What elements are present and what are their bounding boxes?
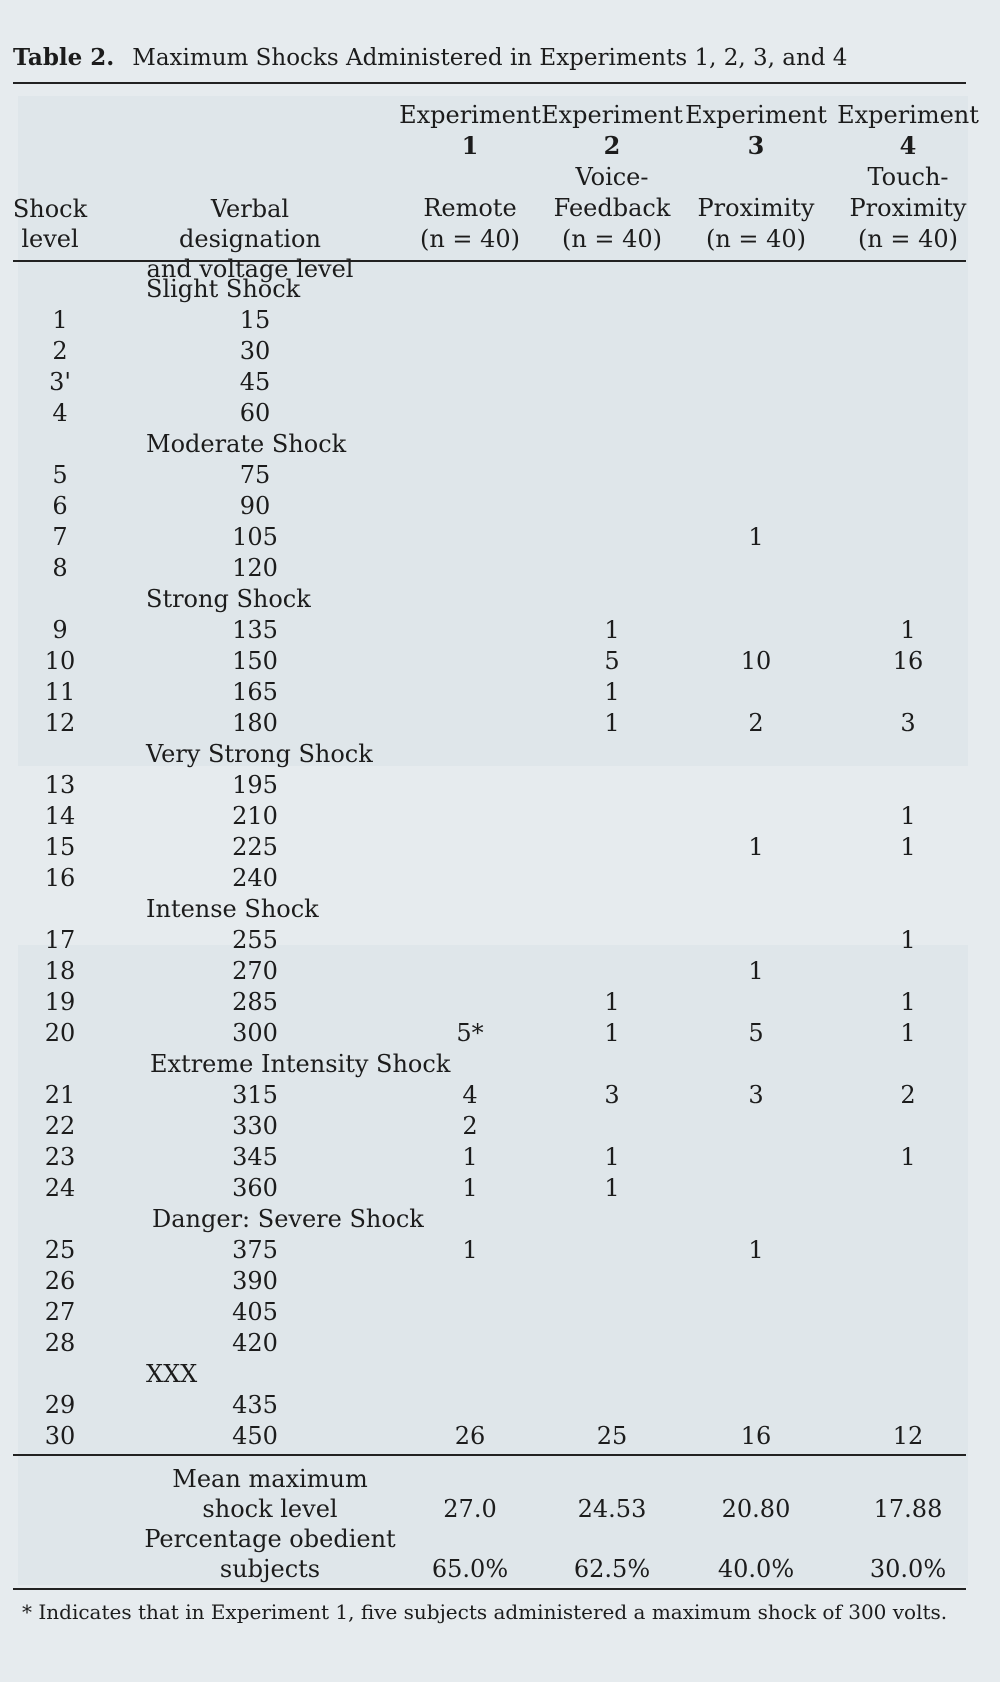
shock-level-cell: 24 — [44, 1174, 76, 1202]
shock-level-cell: 21 — [44, 1081, 76, 1109]
voltage-cell: 375 — [232, 1236, 278, 1264]
voltage-cell: 180 — [232, 709, 278, 737]
experiment-1-count-cell: 2 — [462, 1112, 478, 1140]
experiment-1-count-cell: 4 — [462, 1081, 478, 1109]
header-experiment-2-line3: Voice- — [575, 163, 649, 191]
experiment-2-count-cell: 1 — [604, 1019, 620, 1047]
shock-level-cell: 19 — [44, 988, 76, 1016]
pct-obedient-value-exp-1: 65.0% — [431, 1555, 509, 1583]
experiment-4-count-cell: 1 — [900, 833, 916, 861]
voltage-cell: 225 — [232, 833, 278, 861]
voltage-cell: 345 — [232, 1143, 278, 1171]
shock-level-cell: 11 — [44, 678, 76, 706]
header-experiment-2-line2: 2 — [603, 131, 621, 160]
voltage-cell: 315 — [232, 1081, 278, 1109]
mean-max-label-line1: Mean maximum — [172, 1465, 368, 1493]
bottom-rule — [13, 1588, 966, 1590]
pct-obedient-value-exp-4: 30.0% — [869, 1555, 947, 1583]
header-experiment-4-line3: Touch- — [867, 163, 949, 191]
experiment-3-count-cell: 1 — [748, 523, 764, 551]
voltage-cell: 165 — [232, 678, 278, 706]
table-title — [13, 44, 847, 71]
experiment-4-count-cell: 1 — [900, 802, 916, 830]
voltage-cell: 255 — [232, 926, 278, 954]
shock-level-cell: 13 — [44, 771, 76, 799]
header-verbal-designation — [140, 194, 360, 284]
experiment-3-count-cell: 1 — [748, 1236, 764, 1264]
shock-level-cell: 2 — [52, 337, 68, 365]
shock-level-cell: 7 — [52, 523, 68, 551]
voltage-cell: 90 — [239, 492, 271, 520]
shock-level-cell: 22 — [44, 1112, 76, 1140]
voltage-cell: 270 — [232, 957, 278, 985]
header-experiment-3 — [681, 100, 831, 255]
shock-level-cell: 18 — [44, 957, 76, 985]
experiment-1-count-cell: 26 — [454, 1422, 486, 1450]
shock-level-cell: 26 — [44, 1267, 76, 1295]
voltage-cell: 195 — [232, 771, 278, 799]
experiment-2-count-cell: 1 — [604, 709, 620, 737]
shock-level-cell: 16 — [44, 864, 76, 892]
footnote: * Indicates that in Experiment 1, five subjects administered a maximum shock of 300 volts. — [22, 1600, 948, 1624]
mean-max-value-exp-2: 24.53 — [577, 1495, 647, 1523]
table-label: Table 2. — [13, 44, 115, 71]
header-verbal-line2: and voltage level — [146, 255, 354, 283]
voltage-cell: 120 — [232, 554, 278, 582]
header-experiment-1 — [395, 100, 545, 255]
voltage-cell: 30 — [239, 337, 271, 365]
experiment-3-count-cell: 5 — [748, 1019, 764, 1047]
header-shock-level — [10, 194, 90, 254]
header-experiment-3-line4: Proximity — [697, 194, 815, 222]
voltage-cell: 360 — [232, 1174, 278, 1202]
voltage-cell: 390 — [232, 1267, 278, 1295]
voltage-cell: 405 — [232, 1298, 278, 1326]
experiment-4-count-cell: 1 — [900, 926, 916, 954]
pct-obedient-label — [140, 1524, 400, 1584]
voltage-cell: 150 — [232, 647, 278, 675]
experiment-2-count-cell: 25 — [596, 1422, 628, 1450]
voltage-cell: 60 — [239, 399, 271, 427]
experiment-1-count-cell: 5* — [456, 1019, 484, 1047]
experiment-3-count-cell: 1 — [748, 833, 764, 861]
header-experiment-4-line5: (n = 40) — [857, 225, 959, 253]
group-heading: Moderate Shock — [146, 430, 347, 458]
experiment-1-count-cell: 1 — [462, 1174, 478, 1202]
header-experiment-3-line1: Experiment — [685, 101, 827, 129]
voltage-cell: 75 — [239, 461, 271, 489]
experiment-4-count-cell: 2 — [900, 1081, 916, 1109]
header-experiment-1-line2: 1 — [461, 131, 479, 160]
voltage-cell: 135 — [232, 616, 278, 644]
pct-obedient-label-line1: Percentage obedient — [144, 1525, 396, 1553]
pct-obedient-value-exp-3: 40.0% — [717, 1555, 795, 1583]
group-heading: Intense Shock — [146, 895, 319, 923]
experiment-3-count-cell: 2 — [748, 709, 764, 737]
header-experiment-2-line1: Experiment — [541, 101, 683, 129]
shock-level-cell: 15 — [44, 833, 76, 861]
mean-max-value-exp-1: 27.0 — [443, 1495, 497, 1523]
experiment-4-count-cell: 1 — [900, 616, 916, 644]
shock-level-cell: 6 — [52, 492, 68, 520]
voltage-cell: 240 — [232, 864, 278, 892]
mean-max-value-exp-4: 17.88 — [873, 1495, 943, 1523]
voltage-cell: 300 — [232, 1019, 278, 1047]
shock-level-cell: 8 — [52, 554, 68, 582]
pct-obedient-label-line2: subjects — [219, 1555, 321, 1583]
shock-level-cell: 9 — [52, 616, 68, 644]
summary-rule — [13, 1454, 966, 1456]
shock-level-cell: 3' — [49, 368, 71, 396]
voltage-cell: 435 — [232, 1391, 278, 1419]
experiment-1-count-cell: 1 — [462, 1236, 478, 1264]
experiment-2-count-cell: 3 — [604, 1081, 620, 1109]
voltage-cell: 105 — [232, 523, 278, 551]
header-experiment-1-line3 — [395, 162, 545, 193]
mean-max-label-line2: shock level — [202, 1495, 338, 1523]
voltage-cell: 420 — [232, 1329, 278, 1357]
shock-level-cell: 12 — [44, 709, 76, 737]
mean-max-label — [140, 1464, 400, 1524]
shock-level-cell: 30 — [44, 1422, 76, 1450]
experiment-3-count-cell: 16 — [740, 1422, 772, 1450]
header-rule — [13, 260, 966, 262]
header-experiment-4-line4: Proximity — [849, 194, 967, 222]
shock-level-cell: 28 — [44, 1329, 76, 1357]
experiment-1-count-cell: 1 — [462, 1143, 478, 1171]
header-experiment-3-line2: 3 — [747, 131, 765, 160]
experiment-2-count-cell: 1 — [604, 1174, 620, 1202]
header-experiment-2 — [537, 100, 687, 255]
experiment-4-count-cell: 16 — [892, 647, 924, 675]
voltage-cell: 450 — [232, 1422, 278, 1450]
header-experiment-1-line1: Experiment — [399, 101, 541, 129]
voltage-cell: 210 — [232, 802, 278, 830]
header-experiment-4-line2: 4 — [899, 131, 917, 160]
shock-level-cell: 10 — [44, 647, 76, 675]
shock-level-cell: 23 — [44, 1143, 76, 1171]
experiment-3-count-cell: 10 — [740, 647, 772, 675]
shock-level-cell: 14 — [44, 802, 76, 830]
experiment-2-count-cell: 1 — [604, 1143, 620, 1171]
voltage-cell: 45 — [239, 368, 271, 396]
experiment-2-count-cell: 1 — [604, 678, 620, 706]
pct-obedient-value-exp-2: 62.5% — [573, 1555, 651, 1583]
experiment-3-count-cell: 1 — [748, 957, 764, 985]
table-caption: Maximum Shocks Administered in Experiments 1, 2, 3, and 4 — [132, 45, 848, 71]
group-heading: Danger: Severe Shock — [152, 1205, 424, 1233]
shock-level-cell: 1 — [52, 306, 68, 334]
header-experiment-1-line4: Remote — [423, 194, 517, 222]
header-experiment-3-line3 — [681, 162, 831, 193]
shock-level-cell: 5 — [52, 461, 68, 489]
header-experiment-4 — [833, 100, 983, 255]
shock-level-cell: 25 — [44, 1236, 76, 1264]
experiment-3-count-cell: 3 — [748, 1081, 764, 1109]
voltage-cell: 330 — [232, 1112, 278, 1140]
group-heading: Slight Shock — [146, 275, 301, 303]
experiment-4-count-cell: 3 — [900, 709, 916, 737]
header-experiment-2-line5: (n = 40) — [561, 225, 663, 253]
header-experiment-1-line5: (n = 40) — [419, 225, 521, 253]
group-heading: Extreme Intensity Shock — [150, 1050, 451, 1078]
experiment-4-count-cell: 12 — [892, 1422, 924, 1450]
shock-level-cell: 4 — [52, 399, 68, 427]
experiment-2-count-cell: 5 — [604, 647, 620, 675]
voltage-cell: 285 — [232, 988, 278, 1016]
experiment-2-count-cell: 1 — [604, 988, 620, 1016]
shock-level-cell: 17 — [44, 926, 76, 954]
experiment-2-count-cell: 1 — [604, 616, 620, 644]
header-experiment-2-line4: Feedback — [553, 194, 671, 222]
group-heading: Strong Shock — [146, 585, 311, 613]
shock-level-cell: 27 — [44, 1298, 76, 1326]
header-verbal-line1: Verbal designation — [179, 195, 321, 253]
experiment-4-count-cell: 1 — [900, 1019, 916, 1047]
voltage-cell: 15 — [239, 306, 271, 334]
header-shock-level-line2: level — [21, 225, 79, 253]
shock-level-cell: 29 — [44, 1391, 76, 1419]
group-heading: Very Strong Shock — [146, 740, 373, 768]
top-rule — [13, 82, 966, 84]
mean-max-value-exp-3: 20.80 — [721, 1495, 791, 1523]
header-experiment-3-line5: (n = 40) — [705, 225, 807, 253]
shock-level-cell: 20 — [44, 1019, 76, 1047]
group-heading: XXX — [146, 1360, 198, 1388]
experiment-4-count-cell: 1 — [900, 1143, 916, 1171]
header-shock-level-line1: Shock — [12, 195, 88, 223]
header-experiment-4-line1: Experiment — [837, 101, 979, 129]
experiment-4-count-cell: 1 — [900, 988, 916, 1016]
